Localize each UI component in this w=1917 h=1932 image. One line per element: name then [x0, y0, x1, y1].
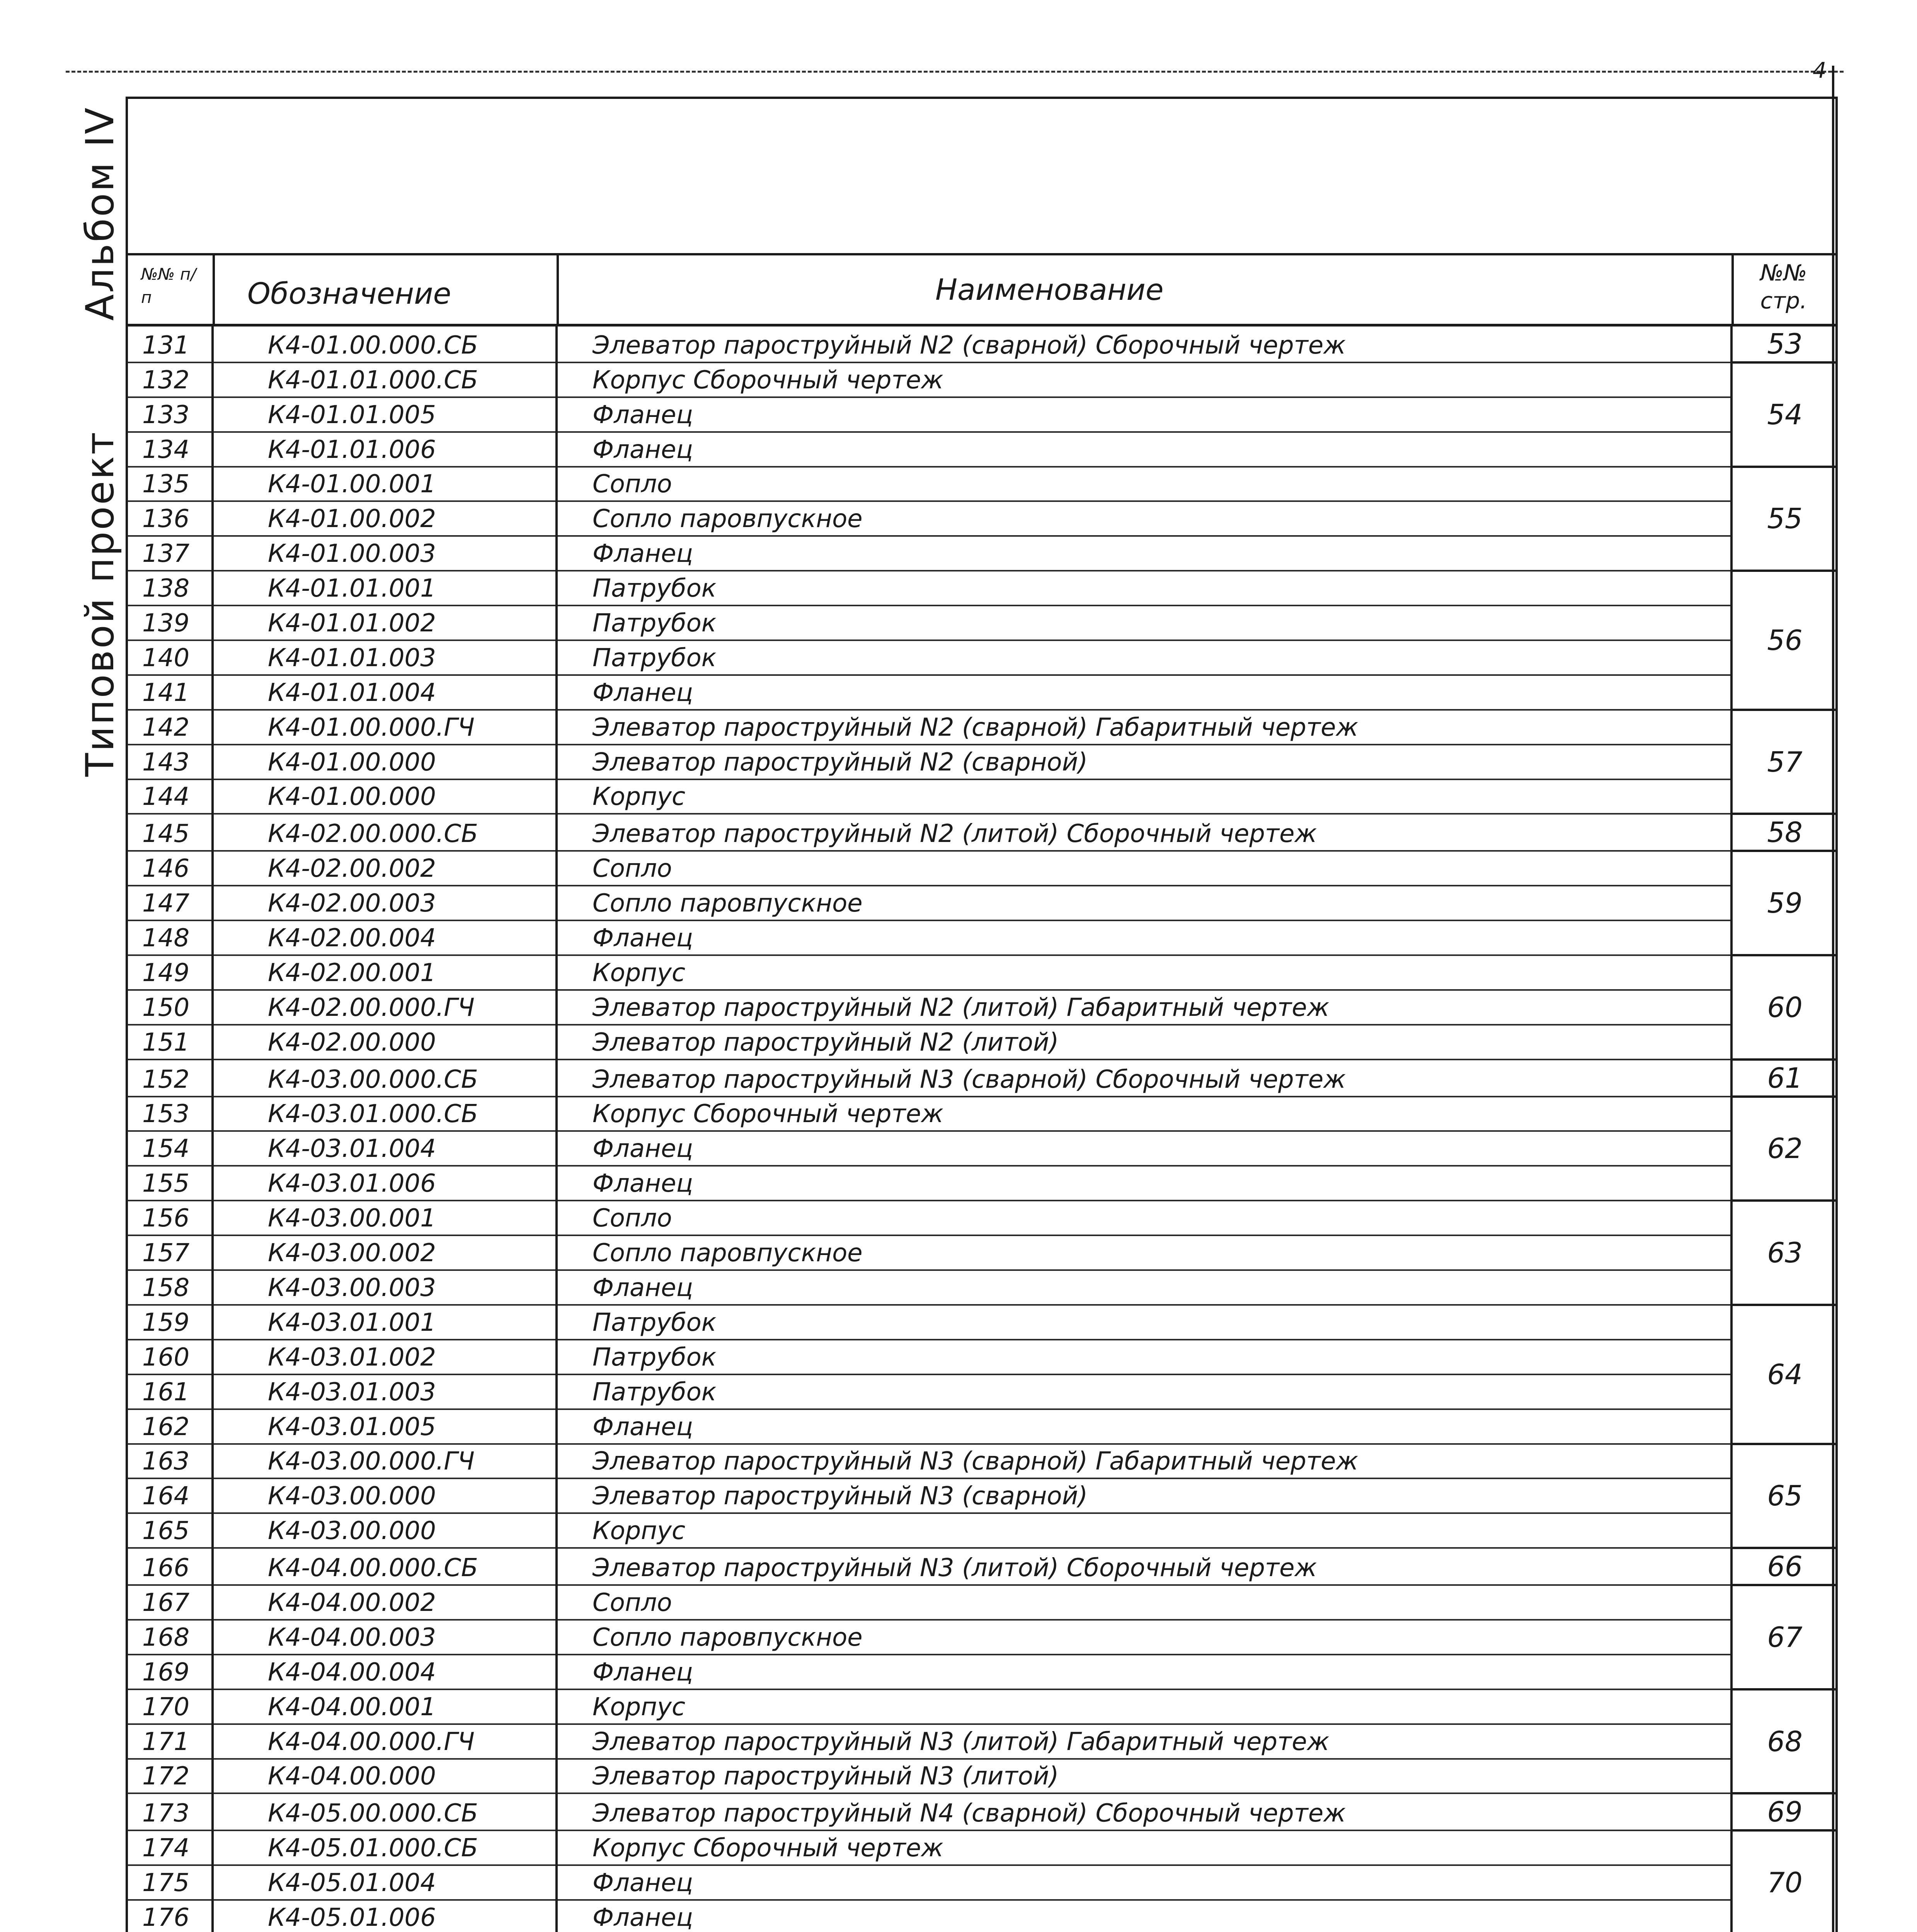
- table-row: [128, 1585, 1837, 1620]
- row-number: 163: [128, 1444, 213, 1479]
- table-row: [128, 362, 1837, 397]
- table-row: [128, 1478, 1837, 1513]
- table-row: [128, 1513, 1837, 1548]
- table-row: [128, 745, 1837, 779]
- row-name: Патрубок: [557, 1374, 1731, 1409]
- row-name: Корпус: [557, 955, 1731, 990]
- row-number: 147: [128, 886, 213, 920]
- table-row: [128, 640, 1837, 675]
- row-number: 143: [128, 745, 213, 779]
- row-number: 156: [128, 1201, 213, 1235]
- row-name: Фланец: [557, 1166, 1731, 1201]
- row-page: 55: [1731, 467, 1837, 571]
- row-number: 157: [128, 1235, 213, 1270]
- row-number: 135: [128, 467, 213, 502]
- table-row: [128, 501, 1837, 536]
- row-number: 153: [128, 1097, 213, 1131]
- row-number: 139: [128, 605, 213, 640]
- side-project-label: Типовой проект: [77, 430, 123, 777]
- table-row: [128, 1655, 1837, 1689]
- row-code: К4-04.00.000: [213, 1759, 557, 1794]
- row-number: 131: [128, 327, 213, 362]
- row-code: К4-01.00.002: [213, 501, 557, 536]
- row-page: 67: [1731, 1585, 1837, 1689]
- row-number: 138: [128, 571, 213, 605]
- row-number: 171: [128, 1724, 213, 1759]
- row-code: К4-01.01.005: [213, 397, 557, 432]
- table-row: [128, 1340, 1837, 1374]
- row-page: 56: [1731, 571, 1837, 710]
- row-page: 57: [1731, 710, 1837, 814]
- row-page: 62: [1731, 1097, 1837, 1201]
- table-row: [128, 1201, 1837, 1235]
- table-row: [128, 1097, 1837, 1131]
- row-number: 167: [128, 1585, 213, 1620]
- table-row: [128, 467, 1837, 502]
- table-row: [128, 432, 1837, 467]
- row-number: 144: [128, 779, 213, 814]
- table-row: [128, 1793, 1837, 1830]
- row-name: Элеватор пароструйный N2 (литой): [557, 1025, 1731, 1060]
- row-code: К4-03.01.001: [213, 1305, 557, 1340]
- row-code: К4-03.00.002: [213, 1235, 557, 1270]
- row-code: К4-04.00.004: [213, 1655, 557, 1689]
- table-row: [128, 536, 1837, 571]
- table-row: [128, 955, 1837, 990]
- row-code: К4-01.01.006: [213, 432, 557, 467]
- header-page: №№ стр.: [1760, 260, 1807, 314]
- row-number: 165: [128, 1513, 213, 1548]
- table-row: [128, 990, 1837, 1025]
- row-name: Фланец: [557, 675, 1731, 710]
- table-row: [128, 1270, 1837, 1305]
- row-code: К4-01.01.000.СБ: [213, 362, 557, 397]
- table-row: [128, 1900, 1837, 1932]
- row-number: 158: [128, 1270, 213, 1305]
- row-number: 172: [128, 1759, 213, 1794]
- row-number: 160: [128, 1340, 213, 1374]
- row-page: 60: [1731, 955, 1837, 1060]
- row-code: К4-03.01.005: [213, 1409, 557, 1444]
- row-number: 146: [128, 851, 213, 886]
- row-code: К4-01.00.000.СБ: [213, 327, 557, 362]
- row-name: Элеватор пароструйный N2 (сварной) Габаритный чертеж: [557, 710, 1731, 745]
- row-code: К4-01.01.002: [213, 605, 557, 640]
- row-code: К4-01.00.001: [213, 467, 557, 502]
- row-page: 58: [1731, 814, 1837, 851]
- table-row: [128, 1305, 1837, 1340]
- header-top-line: [128, 253, 1836, 255]
- table-row: [128, 1444, 1837, 1479]
- row-number: 141: [128, 675, 213, 710]
- table-row: [128, 710, 1837, 745]
- row-code: К4-04.00.001: [213, 1689, 557, 1724]
- row-name: Патрубок: [557, 640, 1731, 675]
- row-code: К4-03.01.004: [213, 1131, 557, 1166]
- row-code: К4-04.00.003: [213, 1620, 557, 1655]
- row-page: 61: [1731, 1060, 1837, 1097]
- row-code: К4-03.01.002: [213, 1340, 557, 1374]
- row-code: К4-02.00.003: [213, 886, 557, 920]
- row-number: 173: [128, 1793, 213, 1830]
- row-number: 151: [128, 1025, 213, 1060]
- row-code: К4-03.00.000: [213, 1478, 557, 1513]
- row-number: 155: [128, 1166, 213, 1201]
- table-row: [128, 886, 1837, 920]
- top-edge-line: [66, 71, 1844, 73]
- row-page: 63: [1731, 1201, 1837, 1305]
- row-page: 65: [1731, 1444, 1837, 1548]
- row-name: Фланец: [557, 397, 1731, 432]
- row-page: 64: [1731, 1305, 1837, 1444]
- table-row: [128, 1548, 1837, 1585]
- row-name: Элеватор пароструйный N3 (литой) Габаритный чертеж: [557, 1724, 1731, 1759]
- table-row: [128, 1865, 1837, 1900]
- row-name: Элеватор пароструйный N3 (литой): [557, 1759, 1731, 1794]
- row-number: 169: [128, 1655, 213, 1689]
- row-number: 175: [128, 1865, 213, 1900]
- row-page: 70: [1731, 1830, 1837, 1932]
- row-number: 149: [128, 955, 213, 990]
- row-number: 137: [128, 536, 213, 571]
- row-name: Элеватор пароструйный N3 (литой) Сборочный чертеж: [557, 1548, 1731, 1585]
- row-code: К4-04.00.002: [213, 1585, 557, 1620]
- row-name: Корпус Сборочный чертеж: [557, 1097, 1731, 1131]
- row-name: Корпус Сборочный чертеж: [557, 362, 1731, 397]
- row-name: Корпус: [557, 1513, 1731, 1548]
- row-number: 176: [128, 1900, 213, 1932]
- row-number: 168: [128, 1620, 213, 1655]
- row-name: Сопло паровпускное: [557, 886, 1731, 920]
- table-row: [128, 920, 1837, 955]
- row-name: Сопло: [557, 1585, 1731, 1620]
- row-code: К4-05.00.000.СБ: [213, 1793, 557, 1830]
- row-number: 170: [128, 1689, 213, 1724]
- row-code: К4-03.01.000.СБ: [213, 1097, 557, 1131]
- row-name: Элеватор пароструйный N2 (литой) Габаритный чертеж: [557, 990, 1731, 1025]
- row-name: Элеватор пароструйный N3 (сварной) Сборочный чертеж: [557, 1060, 1731, 1097]
- table-row: [128, 1620, 1837, 1655]
- row-number: 132: [128, 362, 213, 397]
- row-code: К4-04.00.000.ГЧ: [213, 1724, 557, 1759]
- table-row: [128, 1131, 1837, 1166]
- row-name: Элеватор пароструйный N4 (сварной) Сборочный чертеж: [557, 1793, 1731, 1830]
- row-name: Корпус Сборочный чертеж: [557, 1830, 1731, 1865]
- row-number: 142: [128, 710, 213, 745]
- row-name: Сопло паровпускное: [557, 1235, 1731, 1270]
- row-name: Сопло паровпускное: [557, 1620, 1731, 1655]
- row-name: Фланец: [557, 1865, 1731, 1900]
- table-row: [128, 1060, 1837, 1097]
- row-code: К4-02.00.000.ГЧ: [213, 990, 557, 1025]
- row-number: 174: [128, 1830, 213, 1865]
- row-name: Фланец: [557, 1409, 1731, 1444]
- row-name: Фланец: [557, 1655, 1731, 1689]
- row-code: К4-03.00.001: [213, 1201, 557, 1235]
- table-row: [128, 1689, 1837, 1724]
- row-number: 164: [128, 1478, 213, 1513]
- table-row: [128, 1409, 1837, 1444]
- row-code: К4-02.00.002: [213, 851, 557, 886]
- table-row: [128, 327, 1837, 362]
- row-name: Элеватор пароструйный N3 (сварной): [557, 1478, 1731, 1513]
- row-code: К4-02.00.000.СБ: [213, 814, 557, 851]
- row-name: Фланец: [557, 536, 1731, 571]
- row-code: К4-03.00.000.ГЧ: [213, 1444, 557, 1479]
- row-name: Элеватор пароструйный N2 (сварной): [557, 745, 1731, 779]
- page-number: 4: [1813, 58, 1827, 83]
- row-code: К4-01.00.003: [213, 536, 557, 571]
- row-number: 145: [128, 814, 213, 851]
- row-code: К4-01.01.001: [213, 571, 557, 605]
- col-divider-2: [557, 255, 559, 325]
- row-code: К4-03.01.006: [213, 1166, 557, 1201]
- row-number: 136: [128, 501, 213, 536]
- row-number: 159: [128, 1305, 213, 1340]
- row-code: К4-02.00.004: [213, 920, 557, 955]
- row-number: 140: [128, 640, 213, 675]
- table-row: [128, 779, 1837, 814]
- table-row: [128, 1724, 1837, 1759]
- row-name: Сопло: [557, 467, 1731, 502]
- row-code: К4-03.00.003: [213, 1270, 557, 1305]
- col-divider-3: [1731, 255, 1734, 325]
- header-num: №№ п/п: [141, 265, 196, 307]
- contents-table: [128, 327, 1837, 1932]
- table-row: [128, 1025, 1837, 1060]
- row-name: Фланец: [557, 920, 1731, 955]
- row-name: Фланец: [557, 1131, 1731, 1166]
- row-name: Сопло: [557, 851, 1731, 886]
- table-row: [128, 675, 1837, 710]
- row-page: 59: [1731, 851, 1837, 955]
- table-row: [128, 397, 1837, 432]
- table-row: [128, 571, 1837, 605]
- row-code: К4-01.00.000: [213, 779, 557, 814]
- row-name: Корпус: [557, 1689, 1731, 1724]
- row-code: К4-01.01.003: [213, 640, 557, 675]
- header-code: Обозначение: [247, 276, 451, 311]
- table-row: [128, 1374, 1837, 1409]
- row-name: Патрубок: [557, 1340, 1731, 1374]
- row-page: 54: [1731, 362, 1837, 467]
- row-number: 162: [128, 1409, 213, 1444]
- row-page: 53: [1731, 327, 1837, 362]
- row-number: 161: [128, 1374, 213, 1409]
- table-row: [128, 1235, 1837, 1270]
- row-number: 154: [128, 1131, 213, 1166]
- row-code: К4-05.01.006: [213, 1900, 557, 1932]
- row-code: К4-01.01.004: [213, 675, 557, 710]
- row-name: Фланец: [557, 1270, 1731, 1305]
- side-album-label: Альбом IV: [77, 106, 123, 321]
- row-name: Элеватор пароструйный N2 (сварной) Сборочный чертеж: [557, 327, 1731, 362]
- row-code: К4-01.00.000.ГЧ: [213, 710, 557, 745]
- row-name: Корпус: [557, 779, 1731, 814]
- row-name: Сопло: [557, 1201, 1731, 1235]
- table-row: [128, 1830, 1837, 1865]
- row-name: Фланец: [557, 1900, 1731, 1932]
- row-page: 69: [1731, 1793, 1837, 1830]
- row-code: К4-05.01.004: [213, 1865, 557, 1900]
- row-name: Элеватор пароструйный N3 (сварной) Габаритный чертеж: [557, 1444, 1731, 1479]
- row-number: 134: [128, 432, 213, 467]
- row-number: 148: [128, 920, 213, 955]
- row-code: К4-03.00.000.СБ: [213, 1060, 557, 1097]
- row-code: К4-04.00.000.СБ: [213, 1548, 557, 1585]
- table-row: [128, 814, 1837, 851]
- row-code: К4-03.01.003: [213, 1374, 557, 1409]
- row-number: 133: [128, 397, 213, 432]
- header-name: Наименование: [935, 272, 1164, 307]
- row-name: Патрубок: [557, 1305, 1731, 1340]
- row-name: Фланец: [557, 432, 1731, 467]
- row-code: К4-02.00.001: [213, 955, 557, 990]
- table-row: [128, 605, 1837, 640]
- row-page: 68: [1731, 1689, 1837, 1794]
- row-name: Патрубок: [557, 571, 1731, 605]
- row-number: 152: [128, 1060, 213, 1097]
- table-row: [128, 851, 1837, 886]
- table-row: [128, 1759, 1837, 1794]
- row-code: К4-03.00.000: [213, 1513, 557, 1548]
- row-name: Сопло паровпускное: [557, 501, 1731, 536]
- row-number: 166: [128, 1548, 213, 1585]
- col-divider-1: [213, 255, 215, 325]
- row-page: 66: [1731, 1548, 1837, 1585]
- row-name: Патрубок: [557, 605, 1731, 640]
- table-row: [128, 1166, 1837, 1201]
- row-code: К4-01.00.000: [213, 745, 557, 779]
- header-bottom-line: [128, 324, 1836, 327]
- row-number: 150: [128, 990, 213, 1025]
- row-code: К4-02.00.000: [213, 1025, 557, 1060]
- row-code: К4-05.01.000.СБ: [213, 1830, 557, 1865]
- row-name: Элеватор пароструйный N2 (литой) Сборочный чертеж: [557, 814, 1731, 851]
